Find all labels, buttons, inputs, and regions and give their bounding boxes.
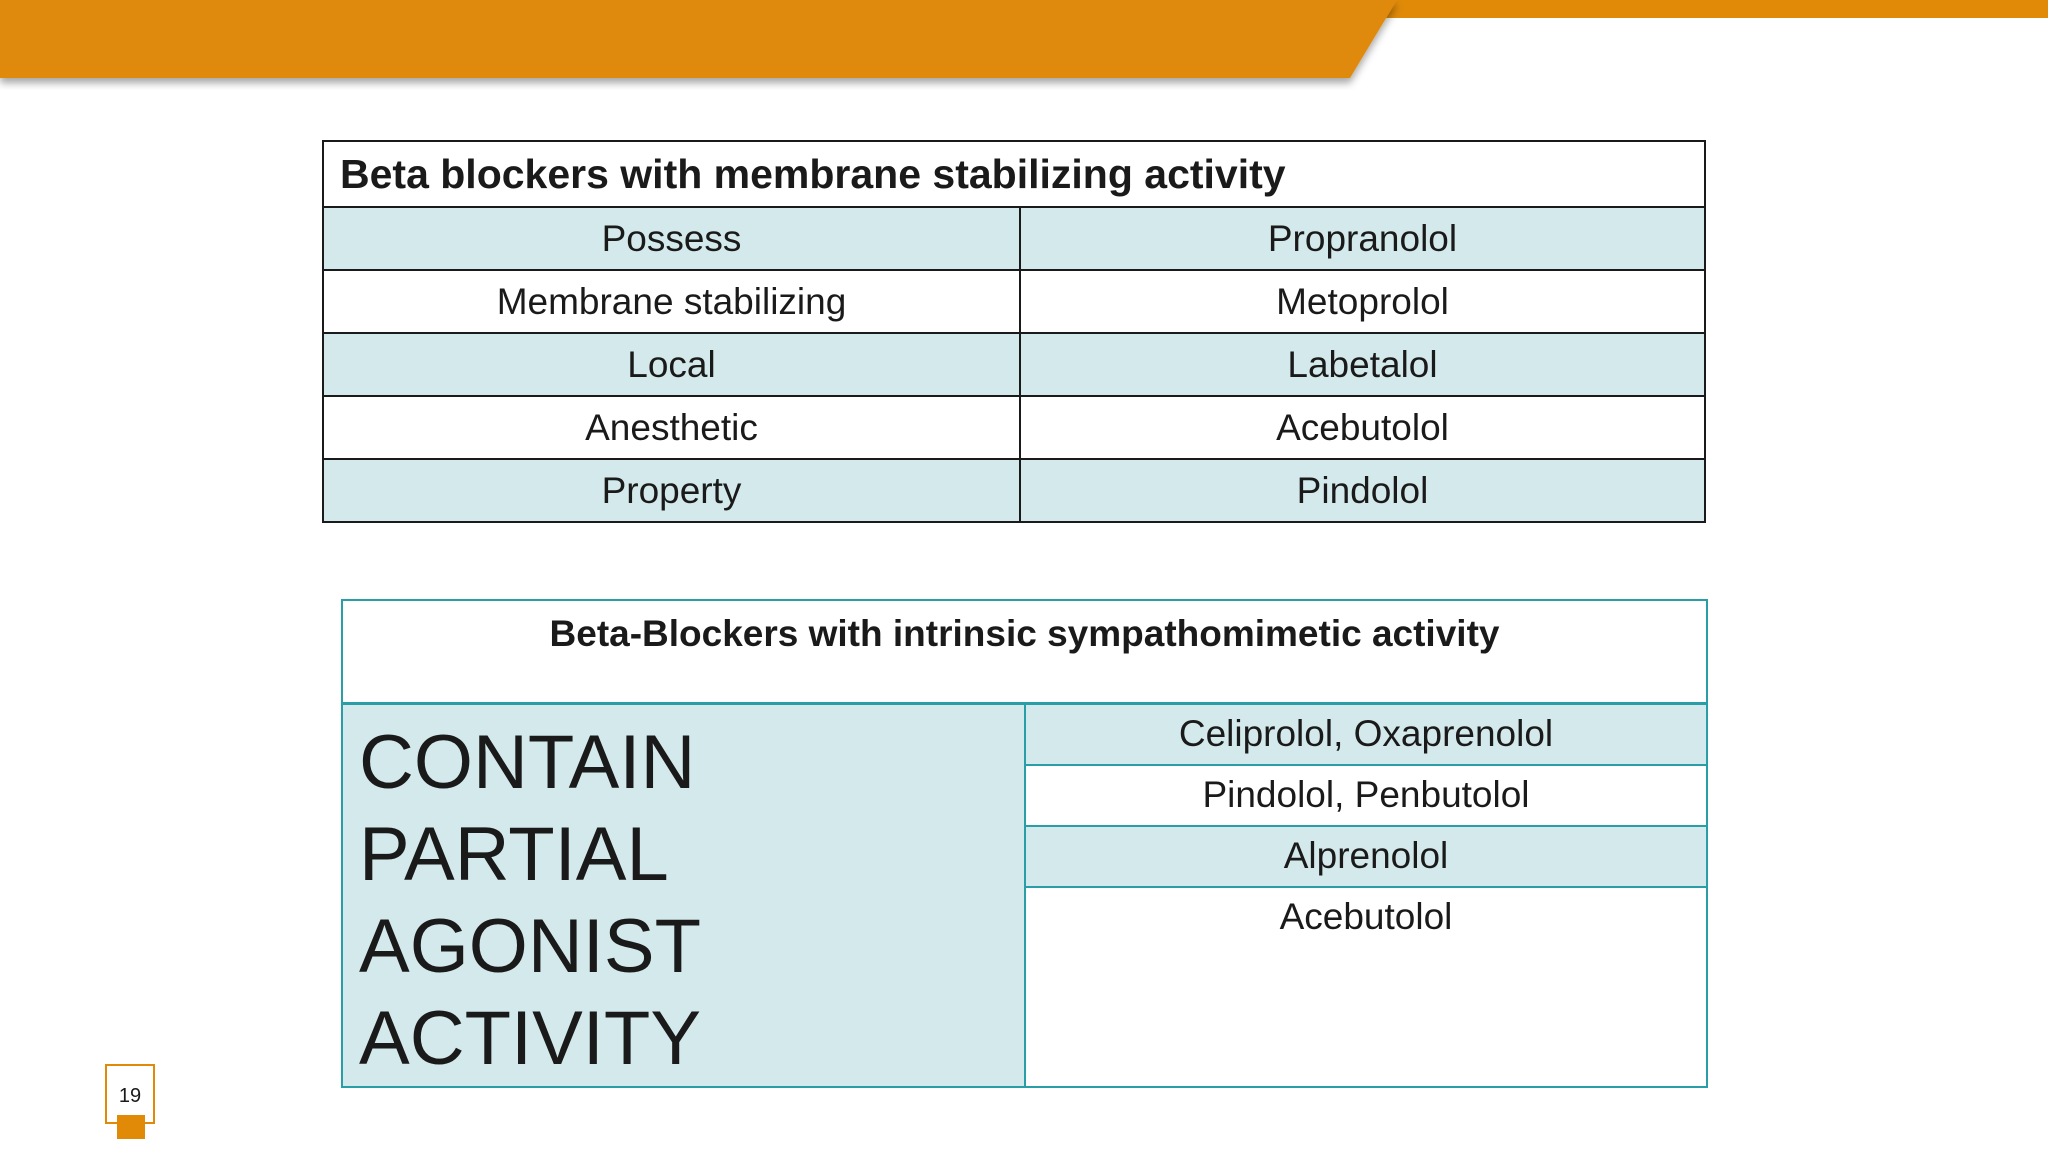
page-number-marker [117, 1115, 145, 1139]
table1-cell-right: Metoprolol [1020, 270, 1705, 333]
top-banner [0, 0, 2048, 90]
table2-left-line: CONTAIN [359, 720, 696, 805]
table2-left-line: AGONIST [359, 904, 702, 989]
table1-cell-left: Local [323, 333, 1020, 396]
table2-title: Beta-Blockers with intrinsic sympathomimetic activity [343, 601, 1706, 705]
table-row [323, 396, 1705, 459]
table1-cell-right: Acebutolol [1020, 396, 1705, 459]
banner-main-band [0, 0, 1397, 78]
table-row [323, 207, 1705, 270]
table2-left-line: ACTIVITY [359, 996, 702, 1081]
table2-left-cell [343, 705, 1026, 1086]
table2-left-line: PARTIAL [359, 812, 669, 897]
table-row [323, 270, 1705, 333]
table2-row: Pindolol, Penbutolol [1026, 766, 1706, 827]
table1-title: Beta blockers with membrane stabilizing activity [323, 141, 1705, 207]
table2-right-column [1026, 705, 1706, 1086]
table2-row: Acebutolol [1026, 888, 1706, 949]
table1-cell-left: Property [323, 459, 1020, 522]
table1-cell-right: Labetalol [1020, 333, 1705, 396]
table2-row: Alprenolol [1026, 827, 1706, 888]
table-row [323, 459, 1705, 522]
table2-row: Celiprolol, Oxaprenolol [1026, 705, 1706, 766]
banner-thin-strip [1385, 0, 2048, 18]
table1-cell-left: Anesthetic [323, 396, 1020, 459]
table-row [323, 333, 1705, 396]
membrane-stabilizing-table [322, 140, 1706, 523]
page-number: 19 [105, 1064, 155, 1124]
table1-cell-right: Pindolol [1020, 459, 1705, 522]
table1-cell-right: Propranolol [1020, 207, 1705, 270]
table1-cell-left: Membrane stabilizing [323, 270, 1020, 333]
table1-cell-left: Possess [323, 207, 1020, 270]
intrinsic-sympathomimetic-table [341, 599, 1708, 1088]
